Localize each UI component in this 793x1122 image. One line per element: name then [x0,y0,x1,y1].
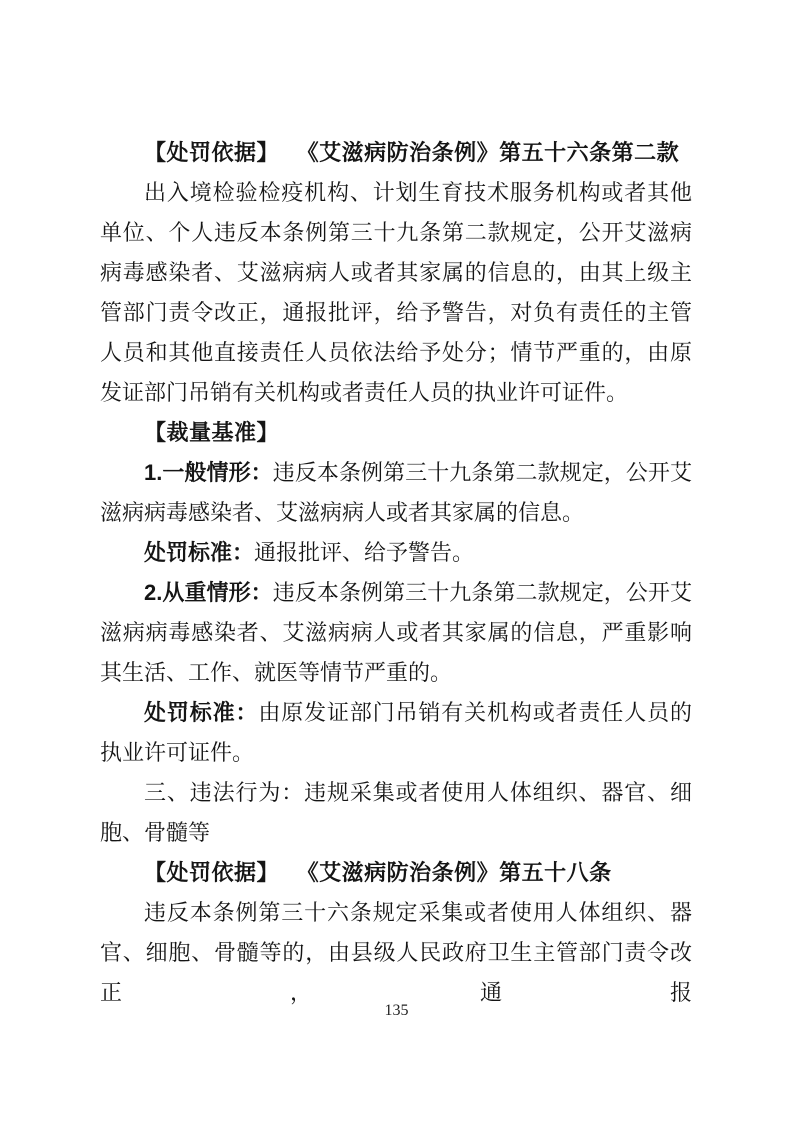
paragraph-text: 由原发证部门吊销有关机构或者责任人员的执业许可证件。 [100,700,692,765]
paragraph [100,573,692,693]
paragraph [100,173,692,413]
paragraph-text: 违反本条例第三十九条第二款规定，公开艾滋病病毒感染者、艾滋病病人或者其家属的信息，严重影响其生活、工作、就医等情节严重的。 [100,580,692,685]
heading-label: 【裁量基准】 [144,420,280,445]
paragraph [100,533,692,573]
paragraph [100,773,692,853]
paragraph-text: 违反本条例第三十六条规定采集或者使用人体组织、器官、细胞、骨髓等的，由县级人民政府卫生主管部门责令改正，通报 [100,900,692,1005]
paragraph-text: 出入境检验检疫机构、计划生育技术服务机构或者其他单位、个人违反本条例第三十九条第二款规定，公开艾滋病病毒感染者、艾滋病病人或者其家属的信息的，由其上级主管部门责令改正，通报批评，给予警告，对负有责任的主管人员和其他直接责任人员依法给予处分；情节严重的，由原发证部门吊销有关机构或者责任人员的执业许可证件。 [100,180,692,405]
paragraph-text: 通报批评、给予警告。 [254,540,475,565]
paragraph-bold-lead: 处罚标准： [144,700,259,725]
section-heading [100,853,692,893]
paragraph-text: 违反本条例第三十九条第二款规定，公开艾滋病病毒感染者、艾滋病病人或者其家属的信息。 [100,460,692,525]
paragraph-bold-lead: 2.从重情形： [144,580,273,605]
heading-label: 【处罚依据】 [144,140,280,165]
heading-title: 《艾滋病防治条例》第五十六条第二款 [307,140,680,165]
document-content [100,133,692,1013]
paragraph [100,693,692,773]
section-heading [100,413,692,453]
section-heading [100,133,692,173]
page-number: 135 [384,1002,409,1019]
heading-label: 【处罚依据】 [144,860,280,885]
paragraph-bold-lead: 1.一般情形： [144,460,273,485]
heading-title: 《艾滋病防治条例》第五十八条 [307,860,612,885]
paragraph-bold-lead: 处罚标准： [144,540,255,565]
paragraph [100,893,692,1013]
page-footer [0,999,793,1023]
paragraph-text: 三、违法行为：违规采集或者使用人体组织、器官、细胞、骨髓等 [100,780,692,845]
paragraph [100,453,692,533]
